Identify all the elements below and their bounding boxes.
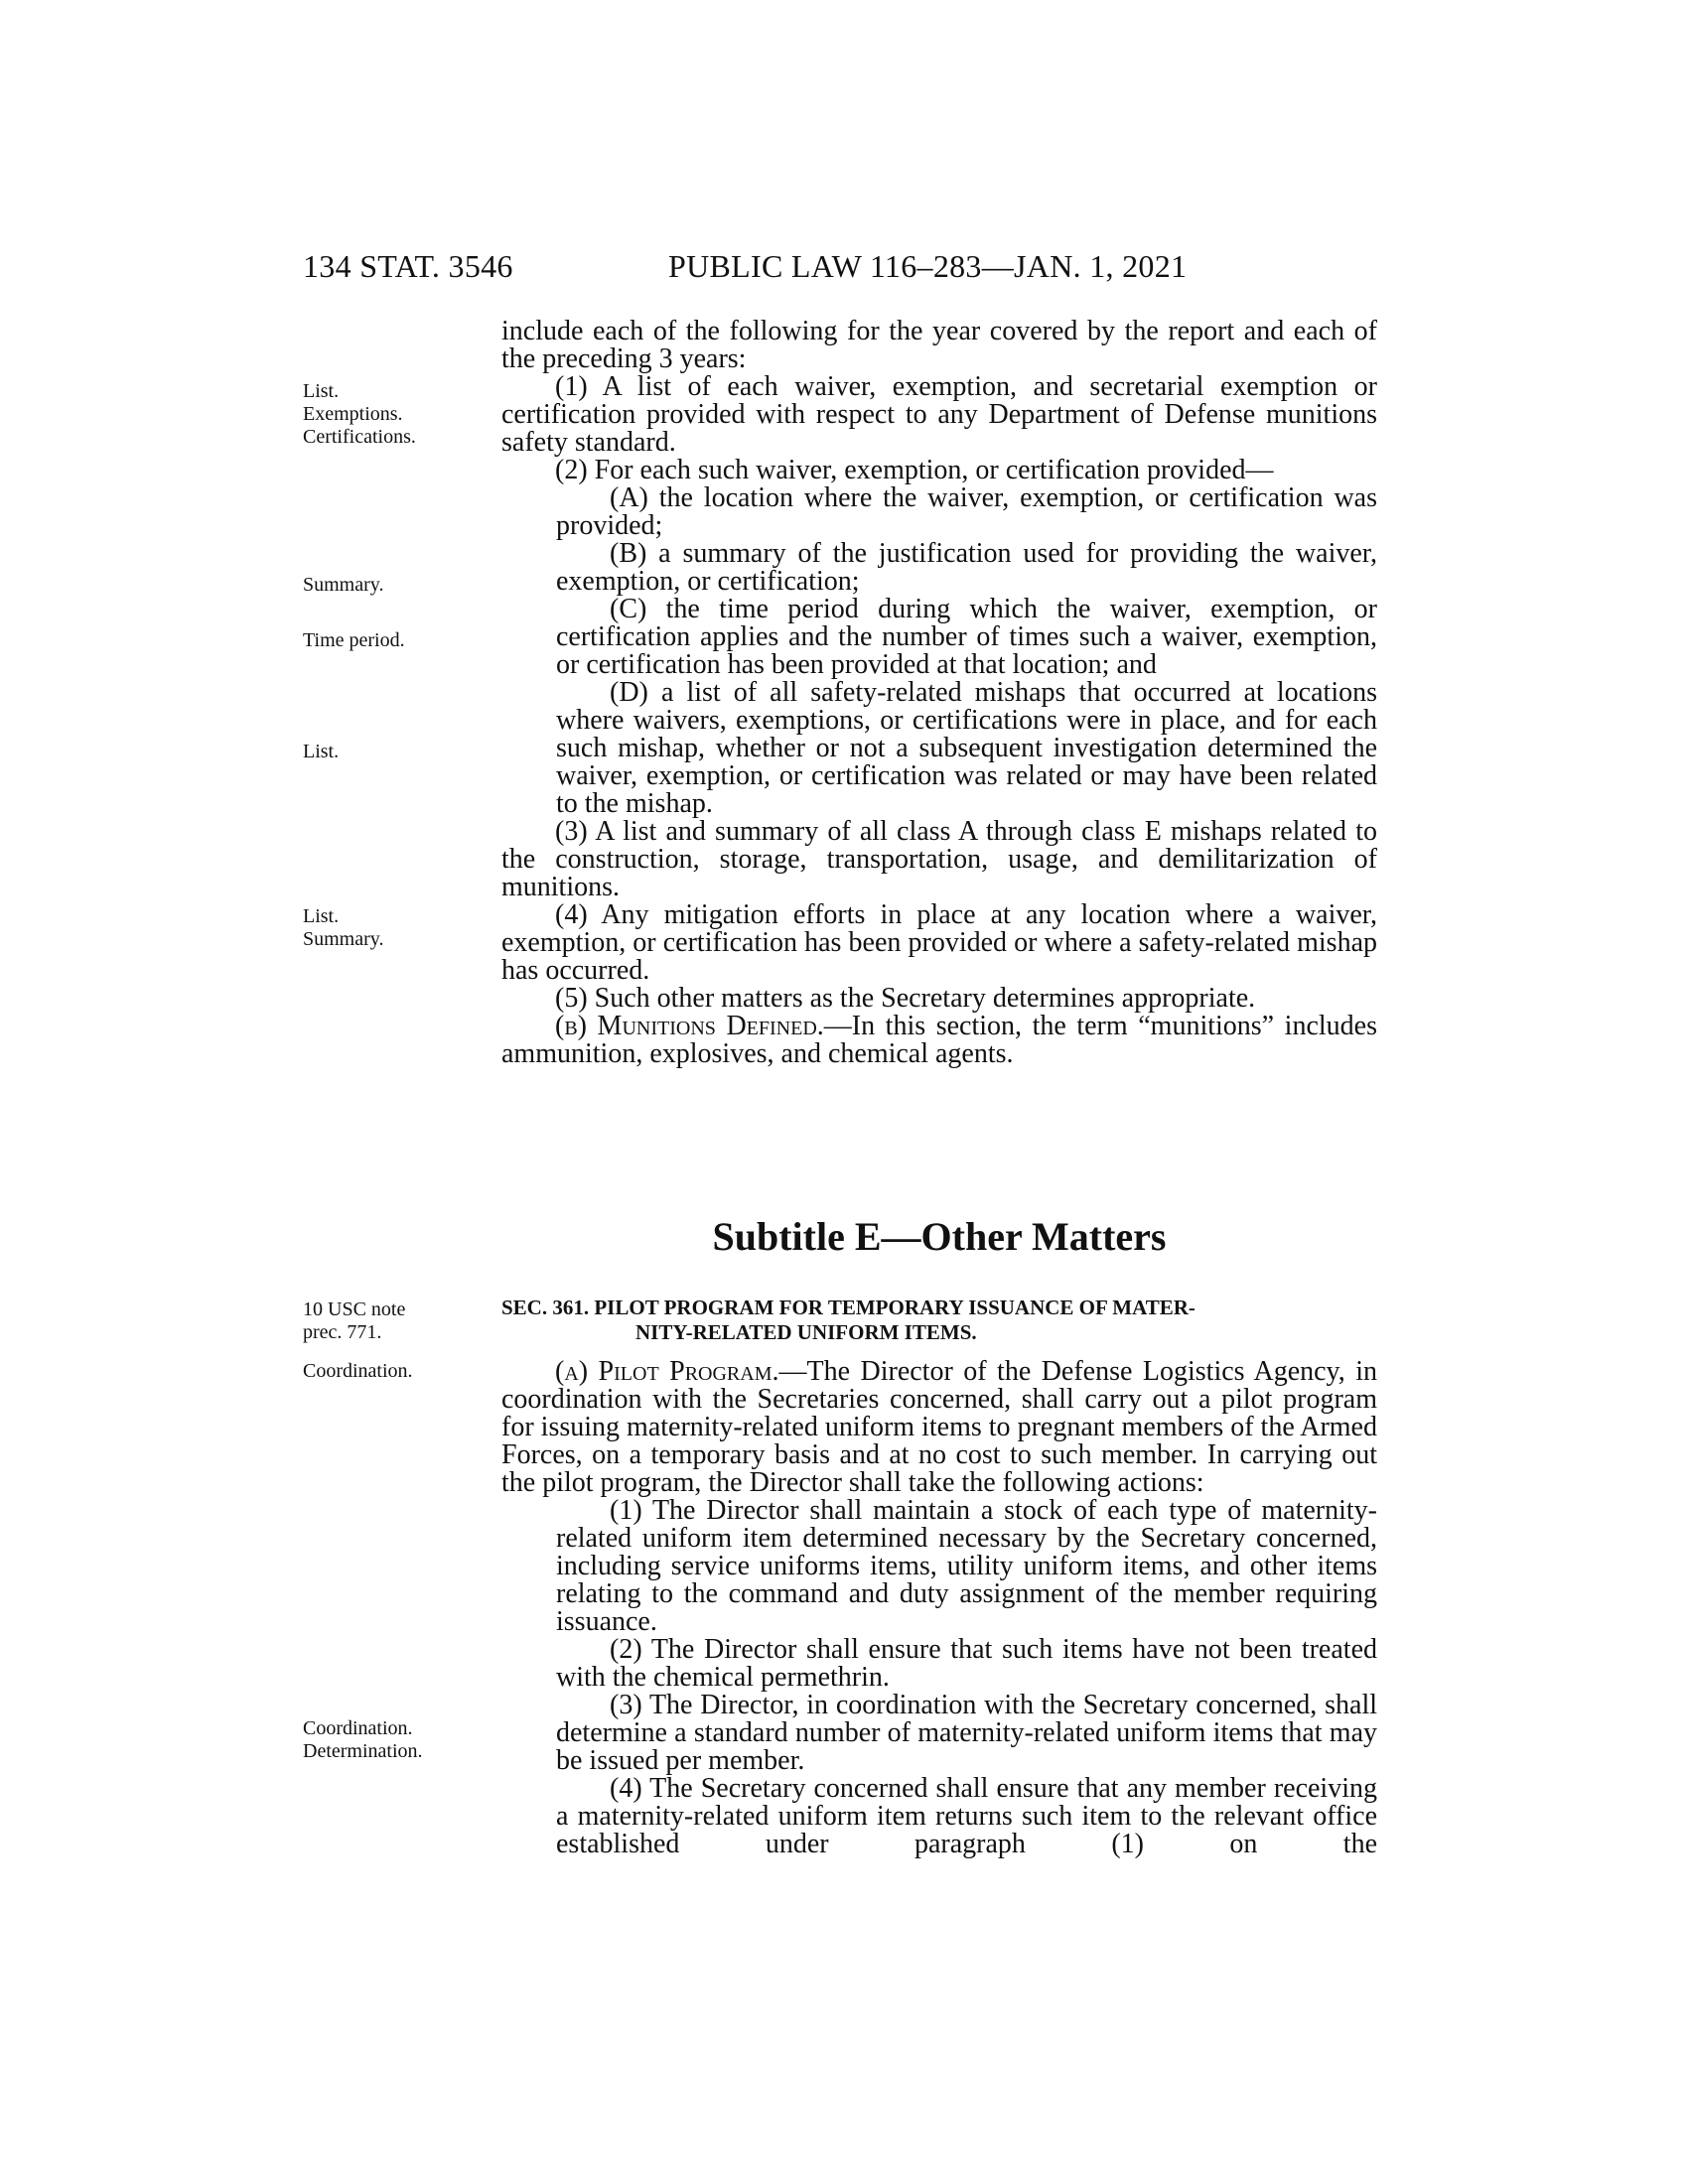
section-heading-line-2: NITY-RELATED UNIFORM ITEMS. <box>635 1320 977 1344</box>
subtitle-heading: Subtitle E—Other Matters <box>712 1214 1167 1259</box>
margin-note-list <box>303 741 452 763</box>
margin-note-line: 10 USC note <box>303 1298 406 1320</box>
paragraph-5: (5) Such other matters as the Secretary determines appropriate. <box>555 983 1256 1014</box>
margin-note-list-exemptions <box>303 380 452 449</box>
margin-note-line: Time period. <box>303 629 405 651</box>
margin-note-line: List. <box>303 741 340 762</box>
margin-note-list-summary <box>303 905 452 951</box>
running-title: PUBLIC LAW 116–283—JAN. 1, 2021 <box>668 248 1188 284</box>
action-3: (3) The Director, in coordination with the Secretary concerned, shall determine a standard number of maternity-related uniform items that may be issued per member. <box>556 1690 1377 1776</box>
margin-note-line: Summary. <box>303 574 384 596</box>
subsection-a-text: —The Director of the Defense Logistics Agency, in coordination with the Secretaries concerned, shall carry out a pilot program for issuing maternity-related uniform items to pregnant members of the Armed Forces, on a temporary basis and at no cost to such member. In carrying out the pilot program, the Director shall take the following actions: <box>501 1356 1377 1498</box>
margin-note-line: Summary. <box>303 928 384 950</box>
margin-note-line: Exemptions. <box>303 403 403 425</box>
subparagraph-c: (C) the time period during which the waiver, exemption, or certification applies and the number of times such a waiver, exemption, or certification has been provided at that location; and <box>556 594 1377 680</box>
action-2: (2) The Director shall ensure that such items have not been treated with the chemical permethrin. <box>556 1634 1377 1693</box>
paragraph-4: (4) Any mitigation efforts in place at any location where a waiver, exemption, or certification has been provided or where a safety-related mishap has occurred. <box>501 899 1377 986</box>
paragraph-intro: include each of the following for the year covered by the report and each of the preceding 3 years: <box>501 316 1377 374</box>
section-heading <box>501 1296 1377 1345</box>
action-4: (4) The Secretary concerned shall ensure that any member receiving a maternity-related uniform item returns such item to the relevant office established under paragraph (1) on the <box>556 1773 1377 1859</box>
subparagraph-b: (B) a summary of the justification used for providing the waiver, exemption, or certification; <box>556 538 1377 597</box>
margin-note-coordination <box>303 1360 452 1383</box>
margin-note-line: prec. 771. <box>303 1321 382 1343</box>
margin-note-line: Certifications. <box>303 426 416 448</box>
subsection-a <box>501 1358 1377 1497</box>
margin-note-usc <box>303 1298 452 1344</box>
body-block-reporting <box>501 318 1377 1068</box>
page-reference: 134 STAT. 3546 <box>303 248 513 284</box>
margin-note-time-period <box>303 629 452 652</box>
margin-note-coordination-determination <box>303 1717 452 1763</box>
subparagraph-d: (D) a list of all safety-related mishaps that occurred at locations where waivers, exemptions, or certifications were in place, and for each such mishap, whether or not a subsequent investigation determined the waiver, exemption, or certification was related or may have been related to the mishap. <box>556 677 1377 819</box>
subsection-b-text: —In this section, the term “munitions” includes ammunition, explosives, and chemical agents. <box>501 1011 1377 1069</box>
subsection-b <box>501 1013 1377 1068</box>
subsection-a-heading: (a) Pilot Program. <box>555 1356 779 1387</box>
margin-note-summary <box>303 574 452 597</box>
margin-note-line: Coordination. <box>303 1360 413 1382</box>
margin-note-line: List. <box>303 905 340 927</box>
margin-note-line: List. <box>303 380 340 402</box>
paragraph-3: (3) A list and summary of all class A through class E mishaps related to the construction, storage, transportation, usage, and demilitarization of munitions. <box>501 816 1377 902</box>
body-block-pilot-program <box>501 1358 1377 1858</box>
subsection-b-heading: (b) Munitions Defined. <box>555 1011 824 1041</box>
subparagraph-a: (A) the location where the waiver, exemption, or certification was provided; <box>556 482 1377 541</box>
section-heading-line-1: SEC. 361. PILOT PROGRAM FOR TEMPORARY ISSUANCE OF MATER- <box>501 1296 1196 1319</box>
margin-note-line: Determination. <box>303 1740 423 1762</box>
action-1: (1) The Director shall maintain a stock of each type of maternity-related uniform item determined necessary by the Secretary concerned, including service uniforms items, utility uniform items, and other items relating to the command and duty assignment of the member requiring issuance. <box>556 1495 1377 1637</box>
margin-note-line: Coordination. <box>303 1717 413 1739</box>
paragraph-2: (2) For each such waiver, exemption, or certification provided— <box>555 455 1274 485</box>
paragraph-1: (1) A list of each waiver, exemption, and secretarial exemption or certification provided with respect to any Department of Defense munitions safety standard. <box>501 371 1377 458</box>
